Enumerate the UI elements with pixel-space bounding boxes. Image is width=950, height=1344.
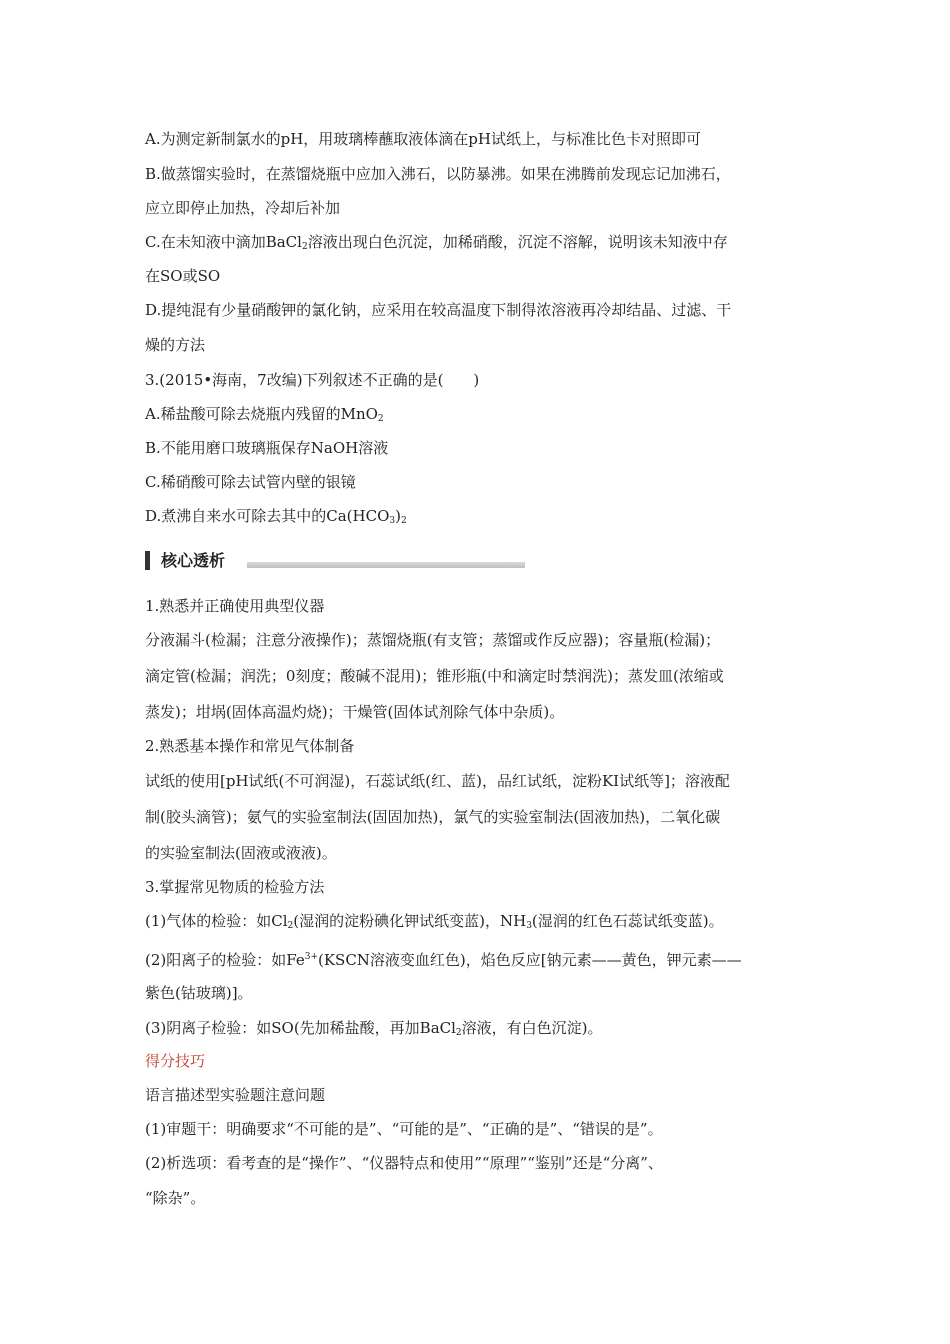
q2-option-d-line1: D.提纯混有少量硝酸钾的氯化钠，应采用在较高温度下制得浓溶液再冷却结晶、过滤、干 (145, 301, 732, 319)
q3-option-a: A.稀盐酸可除去烧瓶内残留的MnO$_2$ (145, 405, 384, 424)
core-p1-line2: 滴定管(检漏；润洗；0刻度；酸碱不混用)；锥形瓶(中和滴定时禁润洗)；蒸发皿(浓缩或 (145, 667, 724, 685)
q2-option-c-line2: 在SO或SO (145, 267, 221, 285)
q3-option-c: C.稀硝酸可除去试管内壁的银镜 (145, 473, 356, 491)
q2-option-c-line1: C.在未知液中滴加BaCl$_2$溶液出现白色沉淀，加稀硝酸，沉淀不溶解，说明该未知液中存 (145, 233, 728, 252)
core-cation-test-line1: (2)阳离子的检验：如$Fe^{3+}(KSCN$溶液变血红色)，焰色反应[钠元素——黄色，钾元素—— (145, 951, 742, 969)
core-p2-line1: 试纸的使用[pH试纸(不可润湿)，石蕊试纸(红、蓝)，品红试纸，淀粉KI试纸等]；溶液配 (145, 772, 730, 790)
q3-option-d: D.煮沸自来水可除去其中的$Ca(HCO_3)_2$ (145, 507, 407, 526)
tips-item-1: (1)审题干：明确要求“不可能的是”、“可能的是”、“正确的是”、“错误的是”。 (145, 1120, 663, 1138)
q3-option-b: B.不能用磨口玻璃瓶保存NaOH溶液 (145, 439, 389, 457)
core-heading-3: 3.掌握常见物质的检验方法 (145, 878, 325, 896)
tips-heading: 得分技巧 (145, 1052, 206, 1070)
q2-option-b-line2: 应立即停止加热，冷却后补加 (145, 199, 341, 217)
q3-stem: 3.(2015•海南，7改编)下列叙述不正确的是( ) (145, 371, 480, 389)
tips-item-2-line1: (2)析选项：看考查的是“操作”、“仪器特点和使用”“原理”“鉴别”还是“分离”、 (145, 1154, 663, 1172)
core-p1-line1: 分液漏斗(检漏；注意分液操作)；蒸馏烧瓶(有支管；蒸馏或作反应器)；容量瓶(检漏)； (145, 631, 721, 649)
q2-option-b-line1: B.做蒸馏实验时，在蒸馏烧瓶中应加入沸石，以防暴沸。如果在沸腾前发现忘记加沸石， (145, 165, 731, 183)
core-anion-test: (3)阴离子检验：如SO(先加稀盐酸，再加BaCl$_2$溶液，有白色沉淀)。 (145, 1019, 603, 1038)
section-heading (145, 548, 525, 574)
section-bar-marker (145, 551, 150, 570)
q2-option-a: A.为测定新制氯水的pH，用玻璃棒蘸取液体滴在pH试纸上，与标准比色卡对照即可 (145, 130, 701, 148)
section-divider (247, 562, 525, 568)
tips-topic: 语言描述型实验题注意问题 (145, 1086, 326, 1104)
q2-option-d-line2: 燥的方法 (145, 336, 206, 354)
tips-item-2-line2: “除杂”。 (145, 1189, 206, 1207)
section-title: 核心透析 (161, 551, 226, 570)
core-p2-line2: 制(胶头滴管)；氨气的实验室制法(固固加热)，氯气的实验室制法(固液加热)，二氧化碳 (145, 808, 721, 826)
core-cation-test-line2: 紫色(钴玻璃)]。 (145, 984, 253, 1002)
core-gas-test: (1)气体的检验：如$Cl_2$(湿润的淀粉碘化钾试纸变蓝)，$NH_3$(湿润的红色石蕊试纸变蓝)。 (145, 912, 724, 931)
core-heading-1: 1.熟悉并正确使用典型仪器 (145, 597, 325, 615)
core-p1-line3: 蒸发)；坩埚(固体高温灼烧)；干燥管(固体试剂除气体中杂质)。 (145, 703, 565, 721)
core-heading-2: 2.熟悉基本操作和常见气体制备 (145, 737, 355, 755)
core-p2-line3: 的实验室制法(固液或液液)。 (145, 844, 337, 862)
